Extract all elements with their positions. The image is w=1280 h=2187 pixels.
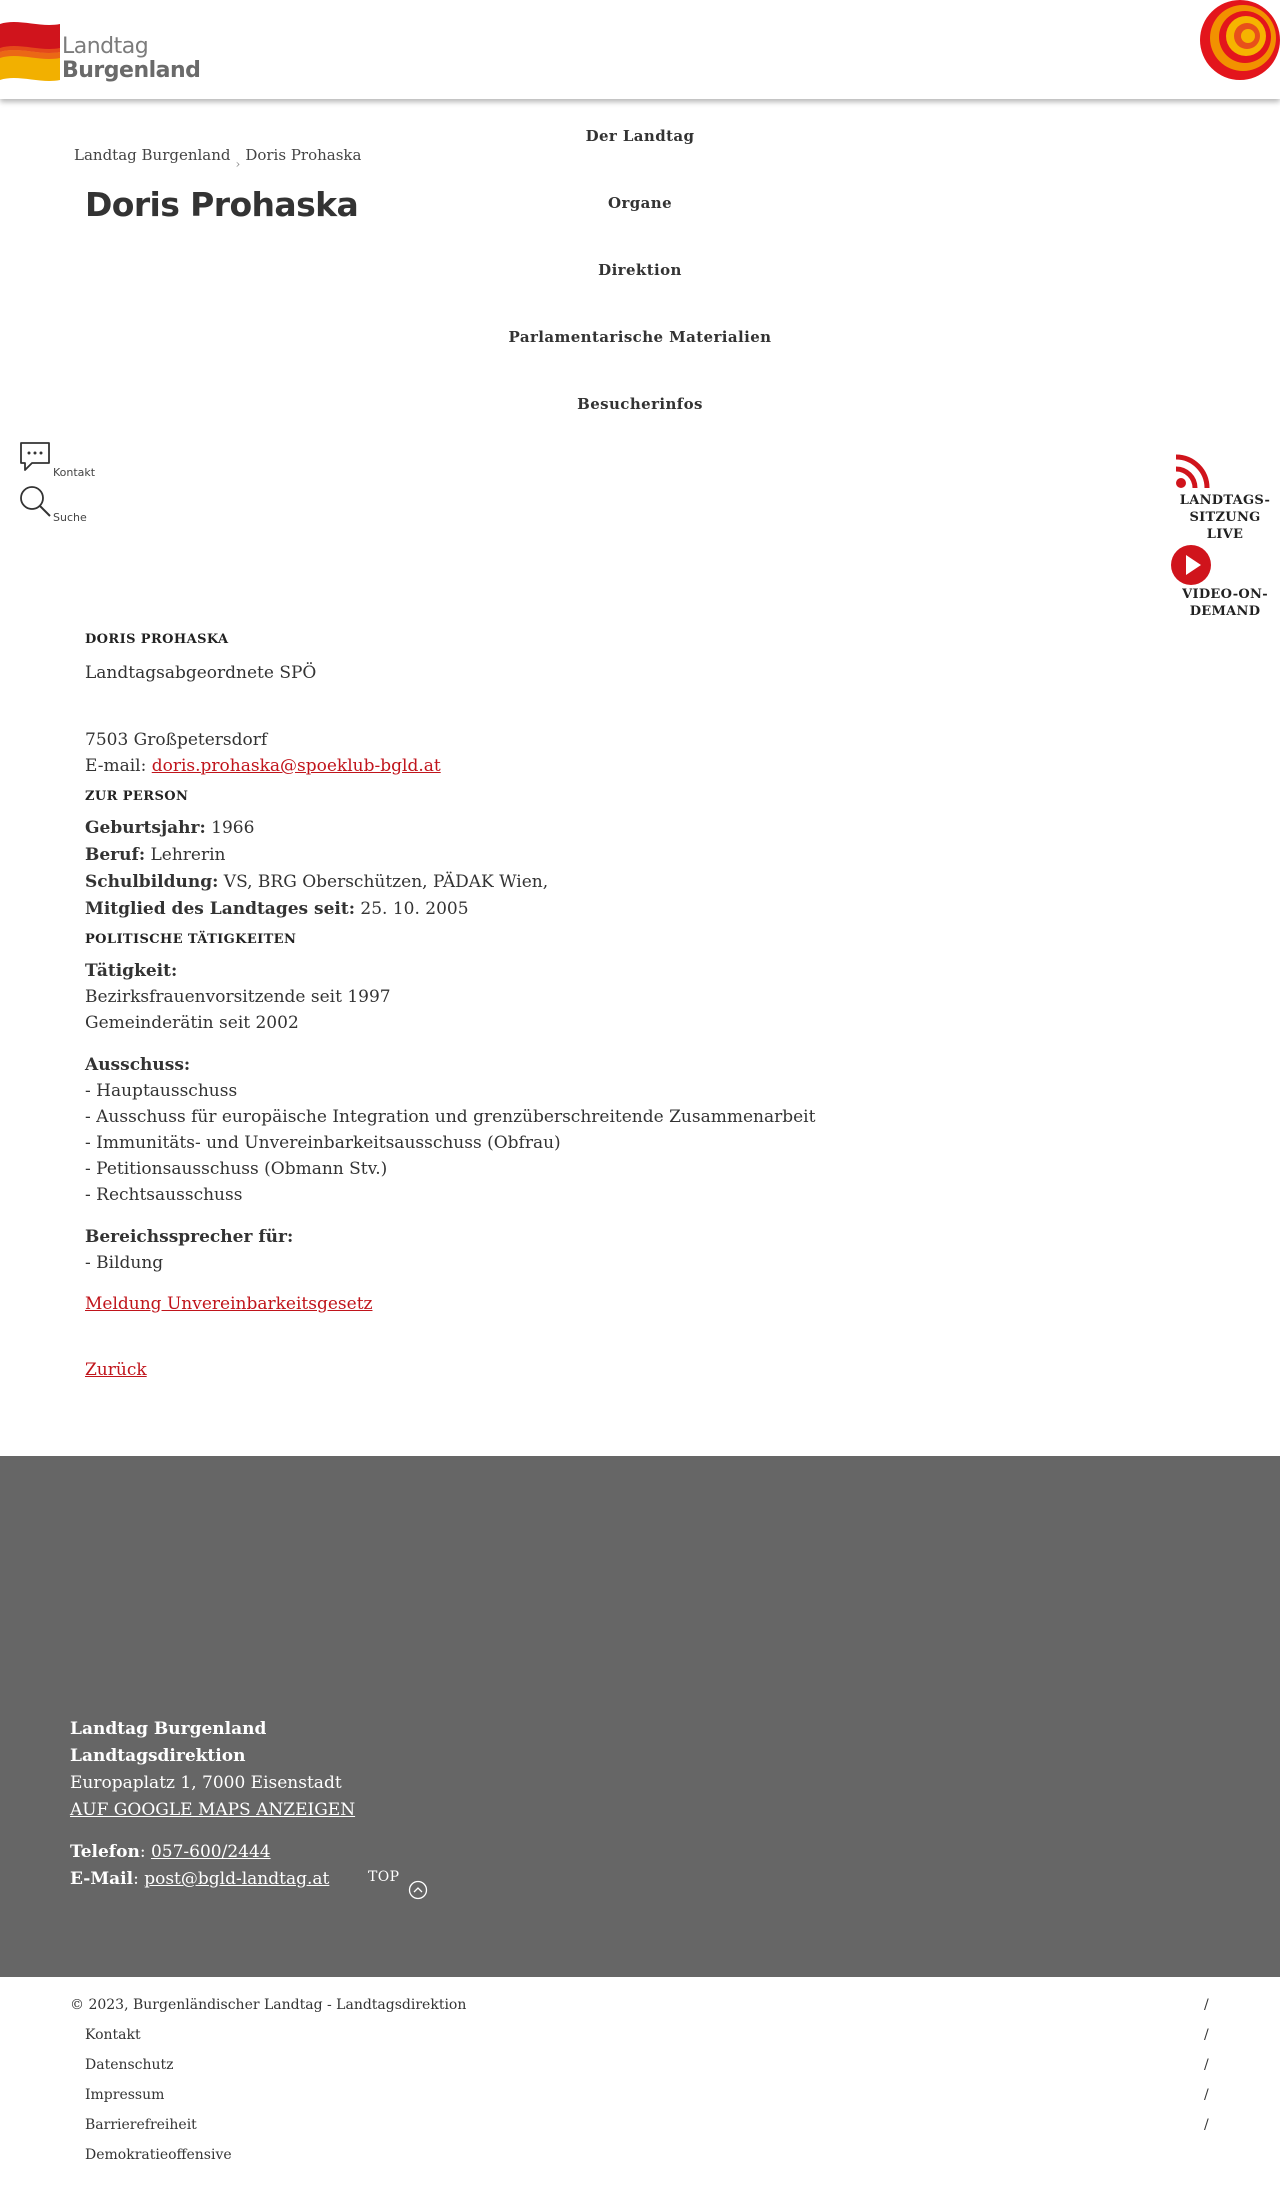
footer-separator: / [1204, 2057, 1209, 2073]
footer-address: Landtag Burgenland Landtagsdirektion Europaplatz 1, 7000 Eisenstadt AUF GOOGLE MAPS ANZEIGEN Telefon: 057-600/2444 E-Mail: post@bgld-landtag.at [70, 1719, 356, 1889]
footer-link-kontakt[interactable]: Kontakt [85, 2027, 141, 2043]
sun-logo-icon[interactable] [1198, 0, 1280, 82]
nav-item-besucherinfos[interactable]: Besucherinfos [577, 395, 703, 413]
contact-tool[interactable] [18, 440, 96, 479]
fact-value: Lehrerin [150, 845, 226, 865]
profile-name-heading: DORIS PROHASKA [85, 632, 229, 647]
landtag-logo-link[interactable] [0, 18, 201, 88]
profile-city: 7503 Großpetersdorf [85, 730, 268, 750]
footer-dept: Landtagsdirektion [70, 1746, 246, 1766]
fact-value: 25. 10. 2005 [360, 899, 469, 919]
profile-email-link[interactable]: doris.prohaska@spoeklub-bgld.at [151, 756, 441, 776]
footer-link-datenschutz[interactable]: Datenschutz [85, 2057, 174, 2073]
footer-separator: / [1204, 2027, 1209, 2043]
activity-item: Gemeinderätin seit 2002 [85, 1013, 299, 1033]
profile-email-label: E-mail: [85, 756, 147, 776]
nav-item-der-landtag[interactable]: Der Landtag [585, 127, 695, 145]
logo-text-burgenland: Burgenland [62, 58, 201, 83]
flag-logo-icon [0, 18, 62, 82]
fact-label: Geburtsjahr: [85, 818, 206, 838]
footer-org: Landtag Burgenland [70, 1719, 267, 1739]
footer-separator: / [1204, 2117, 1209, 2133]
footer-link-demokratieoffensive[interactable]: Demokratieoffensive [85, 2147, 232, 2163]
vod-line2: DEMAND [1189, 604, 1261, 619]
footer-separator: / [1204, 1997, 1209, 2013]
footer-phone-link[interactable]: 057-600/2444 [150, 1842, 271, 1862]
nav-item-parlamentarische-materialien[interactable]: Parlamentarische Materialien [508, 328, 772, 346]
back-to-top-label[interactable]: TOP [368, 1869, 400, 1885]
profile-role: Landtagsabgeordnete SPÖ [85, 663, 317, 683]
political-heading: POLITISCHE TÄTIGKEITEN [85, 932, 297, 947]
live-session-line2: SITZUNG LIVE [1189, 510, 1261, 542]
nav-item-organe[interactable]: Organe [607, 194, 673, 212]
copyright: © 2023, Burgenländischer Landtag - Landtagsdirektion [70, 1997, 467, 2013]
fact-label: Schulbildung: [85, 872, 219, 892]
footer-link-impressum[interactable]: Impressum [85, 2087, 165, 2103]
nav-item-direktion[interactable]: Direktion [598, 261, 682, 279]
breadcrumb-separator: › [235, 157, 241, 171]
live-session-line1: LANDTAGS- [1179, 493, 1271, 508]
chat-icon [18, 440, 52, 474]
rss-icon [1172, 452, 1212, 492]
fact-row [85, 842, 1145, 868]
main-nav [460, 127, 820, 462]
activity-item: Bezirksfrauenvorsitzende seit 1997 [85, 987, 391, 1007]
fact-label: Mitglied des Landtages seit: [85, 899, 355, 919]
spokesperson-label: Bereichssprecher für: [85, 1227, 294, 1247]
fact-row [85, 869, 1145, 895]
incompatibility-link[interactable]: Meldung Unvereinbarkeitsgesetz [85, 1294, 373, 1314]
footer-street: Europaplatz 1, 7000 Eisenstadt [70, 1773, 342, 1793]
activity-label: Tätigkeit: [85, 961, 178, 981]
chevron-up-icon[interactable] [408, 1880, 428, 1900]
footer-bottom [0, 1977, 1280, 2187]
committee-item: - Immunitäts- und Unvereinbarkeitsausschuss (Obfrau) [85, 1133, 561, 1153]
fact-row [85, 815, 1145, 841]
committee-item: - Ausschuss für europäische Integration und grenzüberschreitende Zusammenarbeit [85, 1107, 816, 1127]
committee-block [85, 1052, 1145, 1208]
google-maps-link[interactable]: AUF GOOGLE MAPS ANZEIGEN [70, 1800, 356, 1820]
footer-email-label: E-Mail [70, 1869, 134, 1889]
breadcrumb-current: Doris Prohaska [245, 146, 362, 164]
committee-item: - Petitionsausschuss (Obmann Stv.) [85, 1159, 388, 1179]
fact-row [85, 896, 1145, 922]
footer-email-link[interactable]: post@bgld-landtag.at [144, 1869, 330, 1889]
committee-item: - Rechtsausschuss [85, 1185, 243, 1205]
profile-content [85, 630, 1145, 1383]
search-icon [18, 484, 52, 518]
spokesperson-block [85, 1224, 1145, 1276]
play-icon [1170, 544, 1212, 586]
spokesperson-item: - Bildung [85, 1253, 164, 1273]
committee-item: - Hauptausschuss [85, 1081, 238, 1101]
footer-contact [0, 1456, 1280, 1977]
person-heading: ZUR PERSON [85, 789, 189, 804]
video-on-demand-link[interactable] [1170, 544, 1280, 620]
fact-value: VS, BRG Oberschützen, PÄDAK Wien, [223, 872, 549, 892]
logo-text-landtag: Landtag [62, 34, 149, 59]
footer-phone-label: Telefon [70, 1842, 140, 1862]
site-header [0, 0, 1280, 99]
vod-line1: VIDEO-ON- [1182, 587, 1268, 602]
fact-value: 1966 [211, 818, 255, 838]
breadcrumb-home[interactable]: Landtag Burgenland [74, 146, 231, 164]
committee-label: Ausschuss: [85, 1055, 191, 1075]
contact-label: Kontakt [53, 466, 96, 479]
footer-separator: / [1204, 2087, 1209, 2103]
search-tool[interactable] [18, 484, 87, 524]
back-link[interactable]: Zurück [85, 1360, 147, 1380]
fact-label: Beruf: [85, 845, 146, 865]
profile-email-row [85, 753, 1145, 779]
page-title: Doris Prohaska [85, 185, 359, 224]
breadcrumb [74, 146, 362, 171]
search-label: Suche [53, 511, 87, 524]
activity-block [85, 958, 1145, 1036]
footer-link-barrierefreiheit[interactable]: Barrierefreiheit [85, 2117, 197, 2133]
live-session-link[interactable] [1170, 452, 1280, 543]
